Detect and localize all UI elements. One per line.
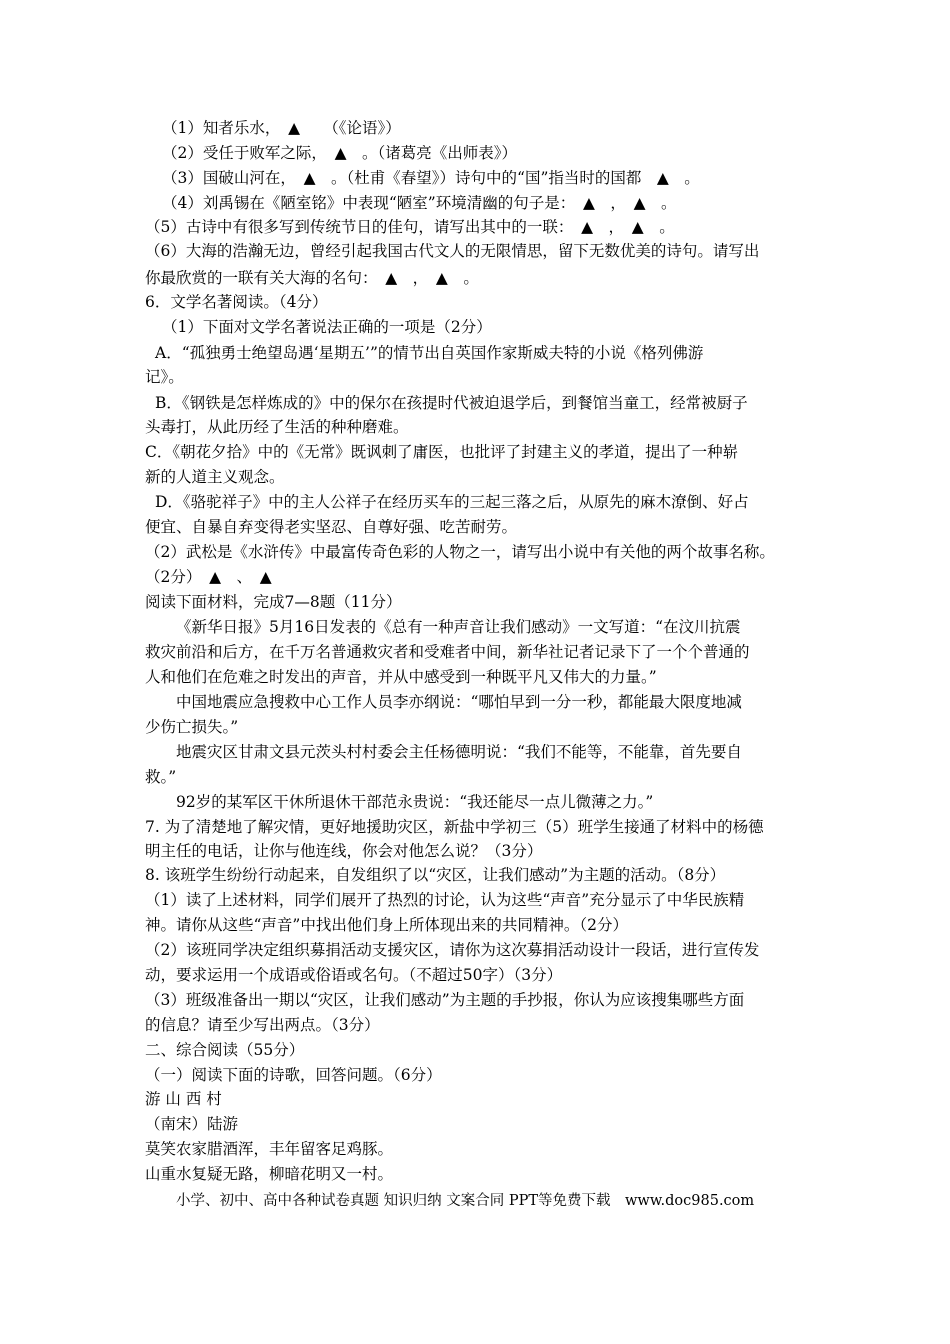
option-b: B．《钢铁是怎样炼成的》中的保尔在孩提时代被迫退学后，到餐馆当童工，经常被厨子 xyxy=(155,394,748,412)
text-line: 头毒打，从此历经了生活的种种磨难。 xyxy=(145,418,409,436)
poem-line: 山重水复疑无路，柳暗花明又一村。 xyxy=(145,1165,394,1183)
text-line: 救。” xyxy=(145,768,177,786)
poem-author: （南宋）陆游 xyxy=(145,1115,239,1133)
page-footer: 小学、初中、高中各种试卷真题 知识归纳 文案合同 PPT等免费下载 www.doc985.com xyxy=(176,1193,755,1209)
option-d: D．《骆驼祥子》中的主人公祥子在经历买车的三起三落之后，从原先的麻木潦倒、好占 xyxy=(155,493,749,511)
text-line: （2）武松是《水浒传》中最富传奇色彩的人物之一，请写出小说中有关他的两个故事名称。 xyxy=(145,543,775,561)
question-heading: 6．文学名著阅读。（4分） xyxy=(145,293,328,311)
text-line: 便宜、自暴自弃变得老实坚忍、自尊好强、吃苦耐劳。 xyxy=(145,518,518,536)
text-line: （5）古诗中有很多写到传统节日的佳句，请写出其中的一联： ▲ ， ▲ 。 xyxy=(145,218,675,236)
text-line: （1）读了上述材料，同学们展开了热烈的讨论，认为这些“声音”充分显示了中华民族精 xyxy=(145,891,745,909)
text-line: 动，要求运用一个成语或俗语或名句。（不超过50字）（3分） xyxy=(145,966,563,984)
text-line: 救灾前沿和后方，在千万名普通救灾者和受难者中间，新华社记者记录下了一个个普通的 xyxy=(145,643,750,661)
text-line: （4）刘禹锡在《陋室铭》中表现“陋室”环境清幽的句子是： ▲ ， ▲ 。 xyxy=(162,194,677,212)
question-heading: 8. 该班学生纷纷行动起来，自发组织了以“灾区，让我们感动”为主题的活动。（8分） xyxy=(145,866,726,884)
text-line: 记》。 xyxy=(145,368,184,386)
poem-line: 莫笑农家腊酒浑，丰年留客足鸡豚。 xyxy=(145,1140,394,1158)
text-line: 的信息？请至少写出两点。（3分） xyxy=(145,1016,380,1034)
text-line: （2）受任于败军之际， ▲ 。（诸葛亮《出师表》） xyxy=(162,144,518,162)
text-line: （一）阅读下面的诗歌，回答问题。（6分） xyxy=(145,1066,442,1084)
text-line: 《新华日报》5月16日发表的《总有一种声音让我们感动》一文写道：“在汶川抗震 xyxy=(176,618,741,636)
text-line: 中国地震应急搜救中心工作人员李亦纲说：“哪怕早到一分一秒，都能最大限度地减 xyxy=(176,693,742,711)
text-line: 新的人道主义观念。 xyxy=(145,468,285,486)
text-line: （1）知者乐水， ▲ （《论语》） xyxy=(162,119,401,137)
text-line: 神。请你从这些“声音”中找出他们身上所体现出来的共同精神。（2分） xyxy=(145,916,628,934)
text-line: （3）国破山河在， ▲ 。（杜甫《春望》）诗句中的“国”指当时的国都 ▲ 。 xyxy=(162,169,700,187)
text-line: 明主任的电话，让你与他连线，你会对他怎么说？（3分） xyxy=(145,842,543,860)
option-c: C．《朝花夕拾》中的《无常》既讽刺了庸医，也批评了封建主义的孝道，提出了一种崭 xyxy=(145,443,739,461)
text-line: 人和他们在危难之时发出的声音，并从中感受到一种既平凡又伟大的力量。” xyxy=(145,668,657,686)
text-line: 少伤亡损失。” xyxy=(145,718,239,736)
text-line: （3）班级准备出一期以“灾区，让我们感动”为主题的手抄报，你认为应该搜集哪些方面 xyxy=(145,991,745,1009)
option-a: A．“孤独勇士绝望岛遇‘星期五’”的情节出自英国作家斯威夫特的小说《格列佛游 xyxy=(155,344,704,362)
section-heading: 二、综合阅读（55分） xyxy=(145,1041,305,1059)
text-line: （6）大海的浩瀚无边，曾经引起我国古代文人的无限情思，留下无数优美的诗句。请写出 xyxy=(145,242,760,260)
section-heading: 阅读下面材料，完成7—8题（11分） xyxy=(145,593,402,611)
text-line: 地震灾区甘肃文县元茨头村村委会主任杨德明说：“我们不能等，不能靠，首先要自 xyxy=(176,743,742,761)
text-line: 92岁的某军区干休所退休干部范永贵说：“我还能尽一点儿微薄之力。” xyxy=(176,793,654,811)
question-heading: 7. 为了清楚地了解灾情，更好地援助灾区，新盐中学初三（5）班学生接通了材料中的杨德 xyxy=(145,818,764,836)
text-line: （1）下面对文学名著说法正确的一项是（2分） xyxy=(162,318,492,336)
text-line: 你最欣赏的一联有关大海的名句： ▲ ， ▲ 。 xyxy=(145,269,479,287)
text-line: （2分） ▲ 、 ▲ xyxy=(145,568,272,586)
poem-title: 游 山 西 村 xyxy=(145,1090,222,1108)
text-line: （2）该班同学决定组织募捐活动支援灾区，请你为这次募捐活动设计一段话，进行宣传发 xyxy=(145,941,760,959)
